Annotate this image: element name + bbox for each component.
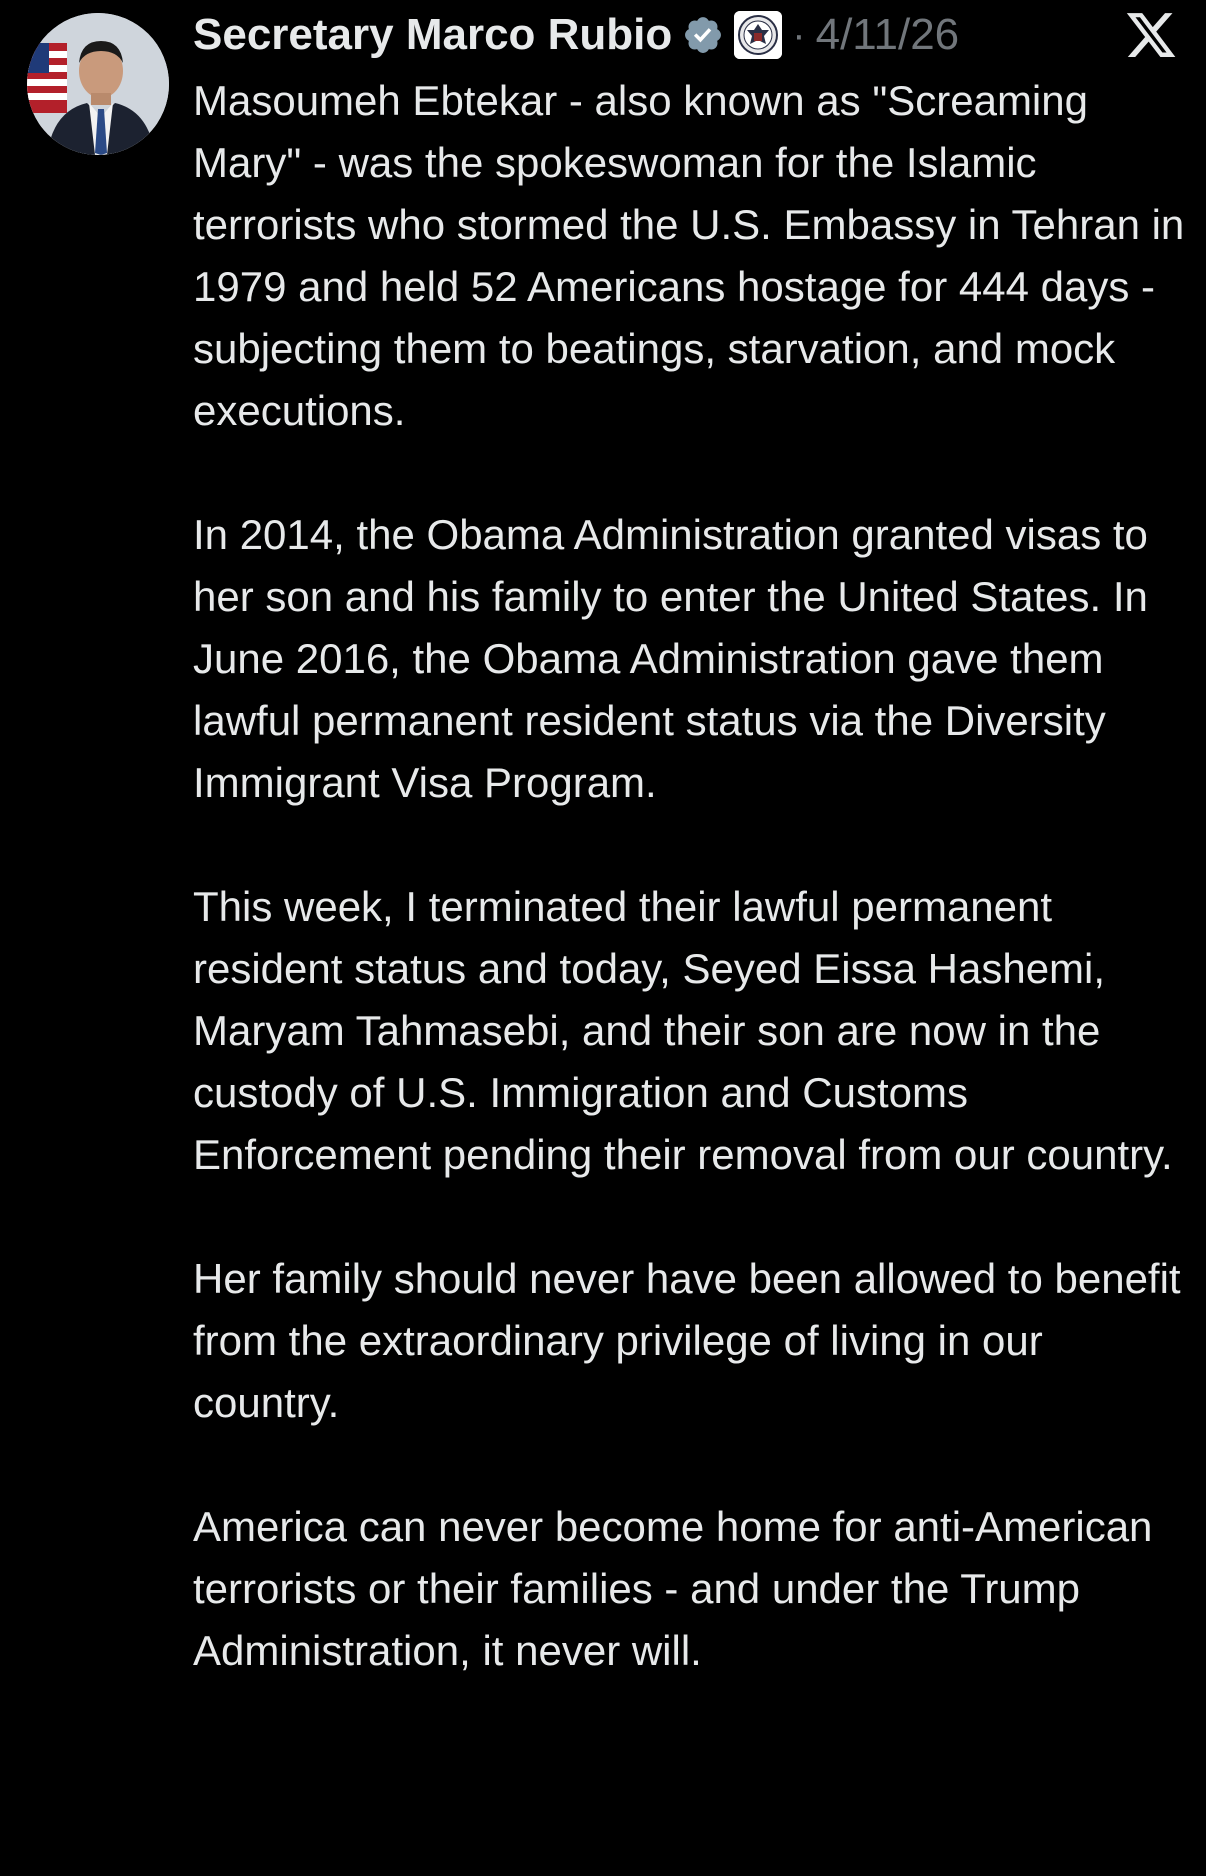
separator: · xyxy=(792,12,806,57)
post-header xyxy=(193,0,1086,70)
post-date[interactable]: 4/11/26 xyxy=(815,10,960,59)
post-body xyxy=(193,70,1193,1682)
post-paragraph: America can never become home for anti-American terrorists or their families - and under the Trump Administration, it never will. xyxy=(193,1503,1153,1674)
state-department-seal-icon[interactable] xyxy=(734,11,782,59)
x-logo-icon[interactable] xyxy=(1124,8,1178,62)
post-paragraph: This week, I terminated their lawful permanent resident status and today, Seyed Eissa Hashemi, Maryam Tahmasebi, and their son are now in the custody of U.S. Immigration and Customs Enforcement pending their removal from our country. xyxy=(193,883,1173,1178)
verified-badge-icon xyxy=(682,14,724,56)
post-paragraph: Her family should never have been allowed to benefit from the extraordinary privilege of living in our country. xyxy=(193,1255,1181,1426)
author-name[interactable]: Secretary Marco Rubio xyxy=(193,10,673,59)
post-paragraph: Masoumeh Ebtekar - also known as "Screaming Mary" - was the spokeswoman for the Islamic terrorists who stormed the U.S. Embassy in Tehran in 1979 and held 52 Americans hostage for 444 days - subjecting them to beatings, starvation, and mock executions. xyxy=(193,77,1185,434)
post-paragraph: In 2014, the Obama Administration granted visas to her son and his family to enter the United States. In June 2016, the Obama Administration gave them lawful permanent resident status via the Diversity Immigrant Visa Program. xyxy=(193,511,1148,806)
profile-photo-icon xyxy=(27,13,169,155)
avatar[interactable] xyxy=(27,13,169,155)
